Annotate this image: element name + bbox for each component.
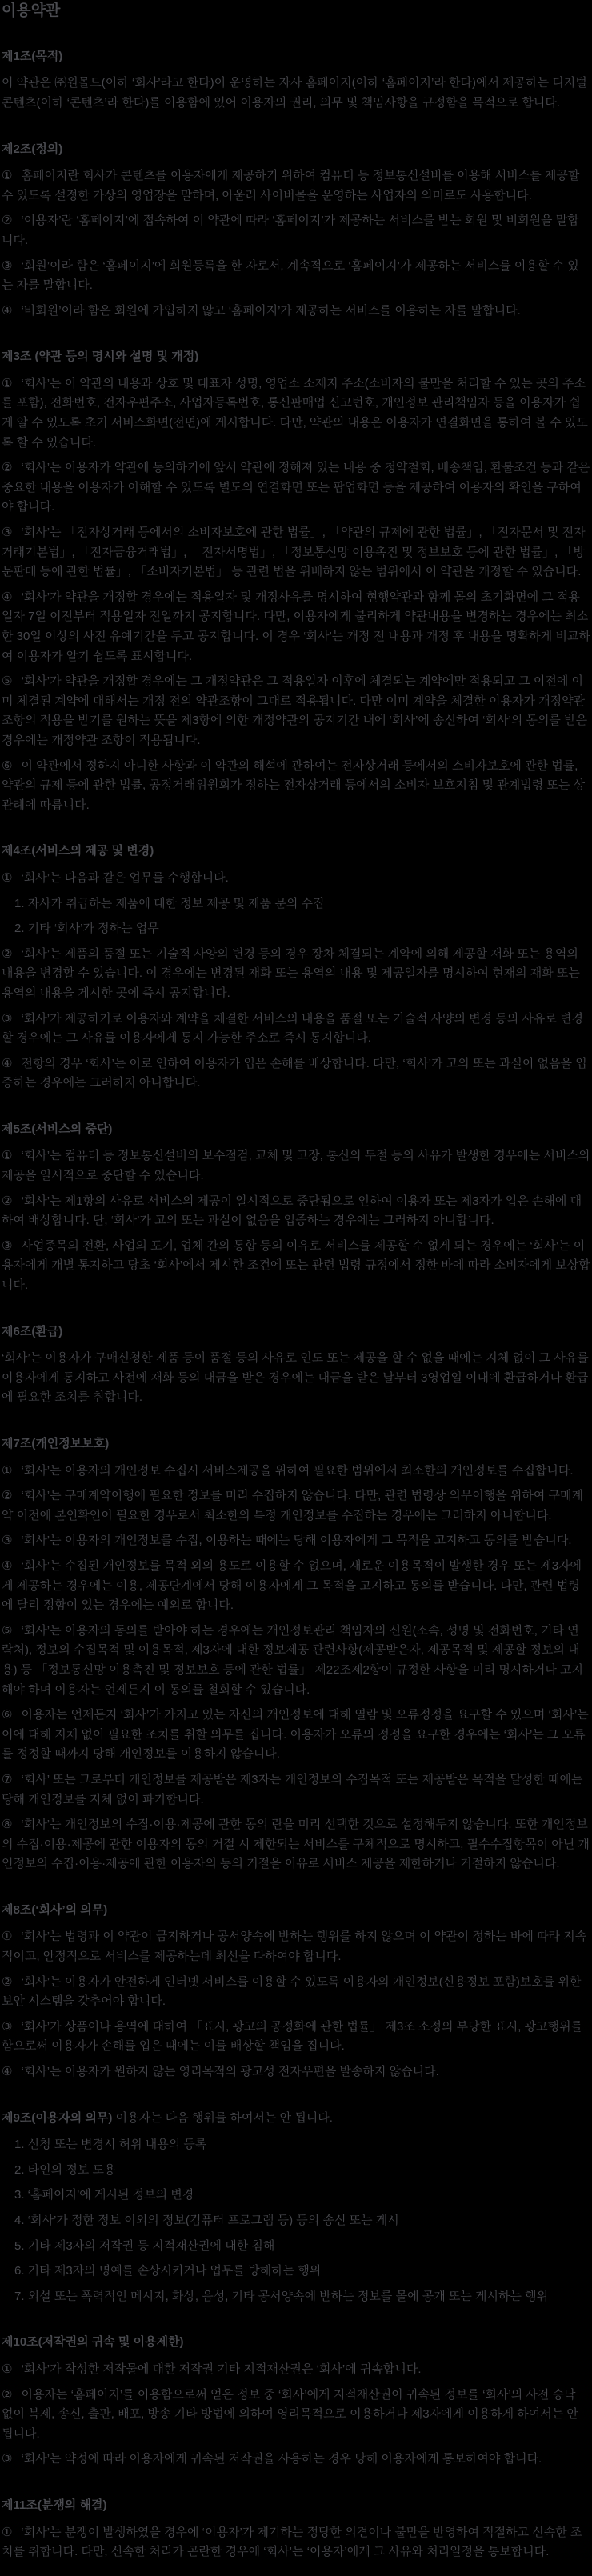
clause: ① 홈페이지란 회사가 콘텐츠를 이용자에게 제공하기 위하여 컴퓨터 등 정보통신설비를 이용해 서비스를 제공할 수 있도록 설정한 가상의 영업장을 말하며, 아울러 사이버몰을 운영하는 사업자의 의미로도 사용합니다.: [2, 166, 590, 206]
section-heading: 제4조(서비스의 제공 및 변경): [2, 844, 154, 858]
clause-number: ⑥: [2, 1708, 13, 1722]
clause-number: ⑧: [2, 1818, 13, 1832]
terms-section: [2, 347, 590, 815]
section-heading: 제3조 (약관 등의 명시와 설명 및 개정): [2, 350, 199, 364]
clause-number: ①: [2, 376, 13, 390]
clause-number: ⑤: [2, 1623, 13, 1638]
clause: ③ ‘회사’는 「전자상거래 등에서의 소비자보호에 관한 법률」, 「약관의 규제에 관한 법률」, 「전자문서 및 전자거래기본법」, 「전자금융거래법」, 「전자서명법」, 「정보통신망 이용촉진 및 정보보호 등에 관한 법률」, 「방문판매 등에 관한 법률」, 「소비자기본법」 등 관련 법을 위배하지 않는 범위에서 이 약관을 개정할 수 있습니다.: [2, 523, 590, 582]
clause-number: ①: [2, 2525, 13, 2539]
clause-number: ①: [2, 2362, 13, 2376]
clause-number: ④: [2, 1056, 13, 1070]
section-heading: 제9조(이용자의 의무) 이용자는 다음 행위를 하여서는 안 됩니다.: [2, 2110, 333, 2125]
terms-section: [2, 2496, 590, 2562]
clause: ① ‘회사’는 컴퓨터 등 정보통신설비의 보수점검, 교체 및 고장, 통신의 두절 등의 사유가 발생한 경우에는 서비스의 제공을 일시적으로 중단할 수 있습니다.: [2, 1146, 590, 1186]
clause: ① ‘회사’가 작성한 저작물에 대한 저작권 기타 지적재산권은 ‘회사’에 귀속합니다.: [2, 2360, 590, 2380]
clause-number: ③: [2, 2452, 13, 2466]
clause-number: ③: [2, 526, 13, 540]
numbered-item: 1. 신청 또는 변경시 허위 내용의 등록: [14, 2138, 207, 2152]
numbered-item: 7. 외설 또는 폭력적인 메시지, 화상, 음성, 기타 공서양속에 반하는 정보를 몰에 공개 또는 게시하는 행위: [14, 2289, 549, 2303]
terms-section: [2, 842, 590, 1094]
sections-container: [2, 47, 590, 2562]
terms-section: [2, 1120, 590, 1296]
clause: ③ ‘회사’가 상품이나 용역에 대하여 「표시, 광고의 공정화에 관한 법률」 제3조 소정의 부당한 표시, 광고행위를 함으로써 이용자가 손해를 입은 때에는 이를 배상할 책임을 집니다.: [2, 2018, 590, 2057]
clause-number: ③: [2, 258, 13, 273]
terms-section: [2, 1322, 590, 1408]
section-heading: 제2조(정의): [2, 142, 63, 156]
clause: ③ ‘회원’이라 함은 ‘홈페이지’에 회원등록을 한 자로서, 계속적으로 ‘홈페이지’가 제공하는 서비스를 이용할 수 있는 자를 말합니다.: [2, 257, 590, 296]
terms-section: [2, 1434, 590, 1874]
numbered-item: 6. 기타 제3자의 명예를 손상시키거나 업무를 방해하는 행위: [14, 2264, 322, 2278]
clause-number: ⑦: [2, 1772, 13, 1786]
clause-number: ①: [2, 169, 13, 183]
clause: ② ‘회사’는 이용자가 안전하게 인터넷 서비스를 이용할 수 있도록 이용자의 개인정보(신용정보 포함)보호를 위한 보안 시스템을 갖추어야 합니다.: [2, 1973, 590, 2012]
clause-number: ⑤: [2, 674, 13, 689]
clause: ② 이용자는 ‘홈페이지’를 이용함으로써 얻은 정보 중 ‘회사’에게 지적재산권이 귀속된 정보를 ‘회사’의 사전 승낙 없이 복제, 송신, 출판, 배포, 방송 기타 방법에 의하여 영리목적으로 이용하거나 제3자에게 이용하게 하여서는 안 됩니다.: [2, 2386, 590, 2445]
clause: ① ‘회사’는 다음과 같은 업무를 수행합니다.: [2, 869, 590, 889]
section-heading: 제1조(목적): [2, 49, 63, 63]
clause: ③ ‘회사’가 제공하기로 이용자와 계약을 체결한 서비스의 내용을 품절 또는 기술적 사양의 변경 등의 사유로 변경할 경우에는 그 사유를 이용자에게 통지 가능한 주소로 즉시 통지합니다.: [2, 1010, 590, 1049]
clause-number: ①: [2, 870, 13, 885]
clause-number: ②: [2, 461, 13, 475]
numbered-item: 3. ‘홈페이지’에 게시된 정보의 변경: [14, 2188, 194, 2202]
clause-number: ②: [2, 1974, 13, 1989]
section-heading: 제8조(‘회사’의 의무): [2, 1902, 108, 1917]
clause: ③ 사업종목의 전환, 사업의 포기, 업체 간의 통합 등의 이유로 서비스를 제공할 수 없게 되는 경우에는 ‘회사’는 이용자에게 개별 통지하고 당초 ‘회사’에서 제시한 조건에 또는 관련 법령 규정에서 정한 바에 따라 소비자에게 보상합니다.: [2, 1237, 590, 1296]
clause: ② ‘회사’는 이용자가 약관에 동의하기에 앞서 약관에 정해져 있는 내용 중 청약철회, 배송책임, 환불조건 등과 같은 중요한 내용을 이용자가 이해할 수 있도록 별도의 연결화면 또는 팝업화면 등을 제공하여 이용자의 확인을 구하여야 합니다.: [2, 458, 590, 518]
clause-number: ③: [2, 1238, 13, 1253]
clause: ② ‘이용자’란 ‘홈페이지’에 접속하여 이 약관에 따라 ‘홈페이지’가 제공하는 서비스를 받는 회원 및 비회원을 말합니다.: [2, 211, 590, 250]
clause-number: ②: [2, 946, 13, 961]
clause: ⑧ ‘회사’는 개인정보의 수집·이용·제공에 관한 동의 란을 미리 선택한 것으로 설정해두지 않습니다. 또한 개인정보의 수집·이용·제공에 관한 이용자의 동의 거절 시 제한되는 서비스를 구체적으로 명시하고, 필수수집항목이 아닌 개인정보의 수집·이용·제공에 관한 이용자의 동의 거절을 이유로 서비스 제공을 제한하거나 거절하지 않습니다.: [2, 1815, 590, 1874]
clause: ⑥ 이 약관에서 정하지 아니한 사항과 이 약관의 해석에 관하여는 전자상거래 등에서의 소비자보호에 관한 법률, 약관의 규제 등에 관한 법률, 공정거래위원회가 정하는 전자상거래 등에서의 소비자 보호지침 및 관계법령 또는 상관례에 따릅니다.: [2, 757, 590, 816]
clause: ④ ‘회사’는 이용자가 원하지 않는 영리목적의 광고성 전자우편을 발송하지 않습니다.: [2, 2062, 590, 2082]
clause: ④ ‘비회원’이라 함은 회원에 가입하지 않고 ‘홈페이지’가 제공하는 서비스를 이용하는 자를 말합니다.: [2, 302, 590, 322]
section-heading: 제11조(분쟁의 해결): [2, 2498, 107, 2512]
terms-section: [2, 47, 590, 114]
clause: ① ‘회사’는 이용자의 개인정보 수집시 서비스제공을 위하여 필요한 범위에서 최소한의 개인정보를 수집합니다.: [2, 1462, 590, 1482]
numbered-item: 4. ‘회사’가 정한 정보 이외의 정보(컴퓨터 프로그램 등) 등의 송신 또는 게시: [14, 2214, 399, 2227]
clause-number: ④: [2, 1558, 13, 1573]
section-paragraph: ‘회사’는 이용자가 구매신청한 제품 등이 품절 등의 사유로 인도 또는 제공을 할 수 없을 때에는 지체 없이 그 사유를 이용자에게 통지하고 사전에 재화 등의 대금을 받은 경우에는 대금을 받은 날부터 3영업일 이내에 환급하거나 환급에 필요한 조치를 취합니다.: [2, 1351, 589, 1405]
numbered-item: 5. 기타 제3자의 저작권 등 지적재산권에 대한 침해: [14, 2238, 275, 2253]
numbered-item: 1. 자사가 취급하는 제품에 대한 정보 제공 및 제품 문의 수집: [14, 896, 325, 910]
clause-number: ③: [2, 1534, 13, 1548]
numbered-item: 2. 기타 ‘회사’가 정하는 업무: [14, 922, 159, 936]
page-title: 이용약관: [2, 2, 61, 19]
clause-number: ②: [2, 1194, 13, 1208]
section-paragraph: 이 약관은 ㈜원몰드(이하 ‘회사’라고 한다)이 운영하는 자사 홈페이지(이하 ‘홈페이지’라 한다)에서 제공하는 디지털 콘텐츠(이하 ‘콘텐츠’라 한다)를 이용함에 있어 이용자의 권리, 의무 및 책임사항을 규정함을 목적으로 합니다.: [2, 76, 587, 110]
clause: ④ ‘회사’가 약관을 개정할 경우에는 적용일자 및 개정사유를 명시하여 현행약관과 함께 몰의 초기화면에 그 적용일자 7일 이전부터 적용일자 전일까지 공지합니다. 다만, 이용자에게 불리하게 약관내용을 변경하는 경우에는 최소한 30일 이상의 사전 유예기간을 두고 공지합니다. 이 경우 ‘회사’는 개정 전 내용과 개정 후 내용을 명확하게 비교하여 이용자가 알기 쉽도록 표시합니다.: [2, 588, 590, 666]
clause: ⑦ ‘회사’ 또는 그로부터 개인정보를 제공받은 제3자는 개인정보의 수집목적 또는 제공받은 목적을 달성한 때에는 당해 개인정보를 지체 없이 파기합니다.: [2, 1770, 590, 1810]
clause: ④ 전항의 경우 ‘회사’는 이로 인하여 이용자가 입은 손해를 배상합니다. 다만, ‘회사’가 고의 또는 과실이 없음을 입증하는 경우에는 그러하지 아니합니다.: [2, 1054, 590, 1094]
clause-number: ①: [2, 1463, 13, 1478]
clause-number: ③: [2, 2019, 13, 2034]
clause-number: ②: [2, 1489, 13, 1503]
clause: ① ‘회사’는 법령과 이 약관이 금지하거나 공서양속에 반하는 행위를 하지 않으며 이 약관이 정하는 바에 따라 지속적이고, 안정적으로 서비스를 제공하는데 최선을 다하여야 합니다.: [2, 1927, 590, 1966]
clause-number: ⑥: [2, 758, 13, 773]
terms-section: [2, 140, 590, 322]
clause: ① ‘회사’는 분쟁이 발생하였을 경우에 ‘이용자’가 제기하는 정당한 의견이나 불만을 반영하여 적절하고 신속한 조치를 취합니다. 다만, 신속한 처리가 곤란한 경우에 ‘회사’는 ‘이용자’에게 그 사유와 처리일정을 통보합니다.: [2, 2523, 590, 2562]
clause-number: ④: [2, 2065, 13, 2079]
clause-number: ①: [2, 1930, 13, 1944]
numbered-item: 2. 타인의 정보 도용: [14, 2162, 116, 2177]
clause: ② ‘회사’는 제품의 품절 또는 기술적 사양의 변경 등의 경우 장차 체결되는 계약에 의해 제공할 재화 또는 용역의 내용을 변경할 수 있습니다. 이 경우에는 변경된 재화 또는 용역의 내용 및 제공일자를 명시하여 현재의 재화 또는 용역의 내용을 게시한 곳에 즉시 공지합니다.: [2, 945, 590, 1004]
clause: ③ ‘회사’는 이용자의 개인정보를 수집, 이용하는 때에는 당해 이용자에게 그 목적을 고지하고 동의를 받습니다.: [2, 1531, 590, 1551]
clause-number: ②: [2, 214, 13, 228]
clause: ② ‘회사’는 구매계약이행에 필요한 정보를 미리 수집하지 않습니다. 다만, 관련 법령상 의무이행을 위하여 구매계약 이전에 본인확인이 필요한 경우로서 최소한의 특정 개인정보를 수집하는 경우에는 그러하지 아니합니다.: [2, 1486, 590, 1526]
clause-number: ③: [2, 1011, 13, 1026]
clause: ⑥ 이용자는 언제든지 ‘회사’가 가지고 있는 자신의 개인정보에 대해 열람 및 오류정정을 요구할 수 있으며 ‘회사’는 이에 대해 지체 없이 필요한 조치를 취할 의무를 집니다. 이용자가 오류의 정정을 요구한 경우에는 ‘회사’는 그 오류를 정정할 때까지 당해 개인정보를 이용하지 않습니다.: [2, 1706, 590, 1765]
clause-number: ②: [2, 2387, 13, 2402]
clause: ② ‘회사’는 제1항의 사유로 서비스의 제공이 일시적으로 중단됨으로 인하여 이용자 또는 제3자가 입은 손해에 대하여 배상합니다. 단, ‘회사’가 고의 또는 과실이 없음을 입증하는 경우에는 그러하지 아니합니다.: [2, 1192, 590, 1231]
section-heading: 제7조(개인정보보호): [2, 1437, 110, 1450]
terms-section: [2, 2333, 590, 2470]
clause: ⑤ ‘회사’가 약관을 개정할 경우에는 그 개정약관은 그 적용일자 이후에 체결되는 계약에만 적용되고 그 이전에 이미 체결된 계약에 대해서는 개정 전의 약관조항이 그대로 적용됩니다. 다만 이미 계약을 체결한 이용자가 개정약관 조항의 적용을 받기를 원하는 뜻을 제3항에 의한 개정약관의 공지기간 내에 ‘회사’에 송신하여 ‘회사’의 동의를 받은 경우에는 개정약관 조항이 적용됩니다.: [2, 672, 590, 750]
section-heading: 제10조(저작권의 귀속 및 이용제한): [2, 2335, 184, 2350]
clause-number: ④: [2, 303, 13, 318]
section-heading: 제5조(서비스의 중단): [2, 1122, 113, 1136]
terms-section: [2, 2109, 590, 2307]
clause: ⑤ ‘회사’는 이용자의 동의를 받아야 하는 경우에는 개인정보관리 책임자의 신원(소속, 성명 및 전화번호, 기타 연락처), 정보의 수집목적 및 이용목적, 제3자에 대한 정보제공 관련사항(제공받은자, 제공목적 및 제공할 정보의 내용) 등 「정보통신망 이용촉진 및 정보보호 등에 관한 법률」 제22조제2항이 규정한 사항을 미리 명시하거나 고지해야 하며 이용자는 언제든지 이 동의를 철회할 수 있습니다.: [2, 1622, 590, 1700]
terms-section: [2, 1901, 590, 2082]
section-heading-suffix: 이용자는 다음 행위를 하여서는 안 됩니다.: [112, 2110, 333, 2125]
clause-number: ④: [2, 590, 13, 604]
section-heading: 제6조(환급): [2, 1324, 63, 1338]
clause: ③ ‘회사’는 약정에 따라 이용자에게 귀속된 저작권을 사용하는 경우 당해 이용자에게 통보하여야 합니다.: [2, 2450, 590, 2470]
clause: ① ‘회사’는 이 약관의 내용과 상호 및 대표자 성명, 영업소 소재지 주소(소비자의 불만을 처리할 수 있는 곳의 주소를 포함), 전화번호, 전자우편주소, 사업자등록번호, 통신판매업 신고번호, 개인정보 관리책임자 등을 이용자가 쉽게 알 수 있도록 초기 서비스화면(전면)에 게시합니다. 다만, 약관의 내용은 이용자가 연결화면을 통하여 볼 수 있도록 할 수 있습니다.: [2, 374, 590, 453]
clause-number: ①: [2, 1149, 13, 1163]
clause: ④ ‘회사’는 수집된 개인정보를 목적 외의 용도로 이용할 수 없으며, 새로운 이용목적이 발생한 경우 또는 제3자에게 제공하는 경우에는 이용, 제공단계에서 당해 이용자에게 그 목적을 고지하고 동의를 받습니다. 다만, 관련 법령에 달리 정함이 있는 경우에는 예외로 합니다.: [2, 1557, 590, 1616]
